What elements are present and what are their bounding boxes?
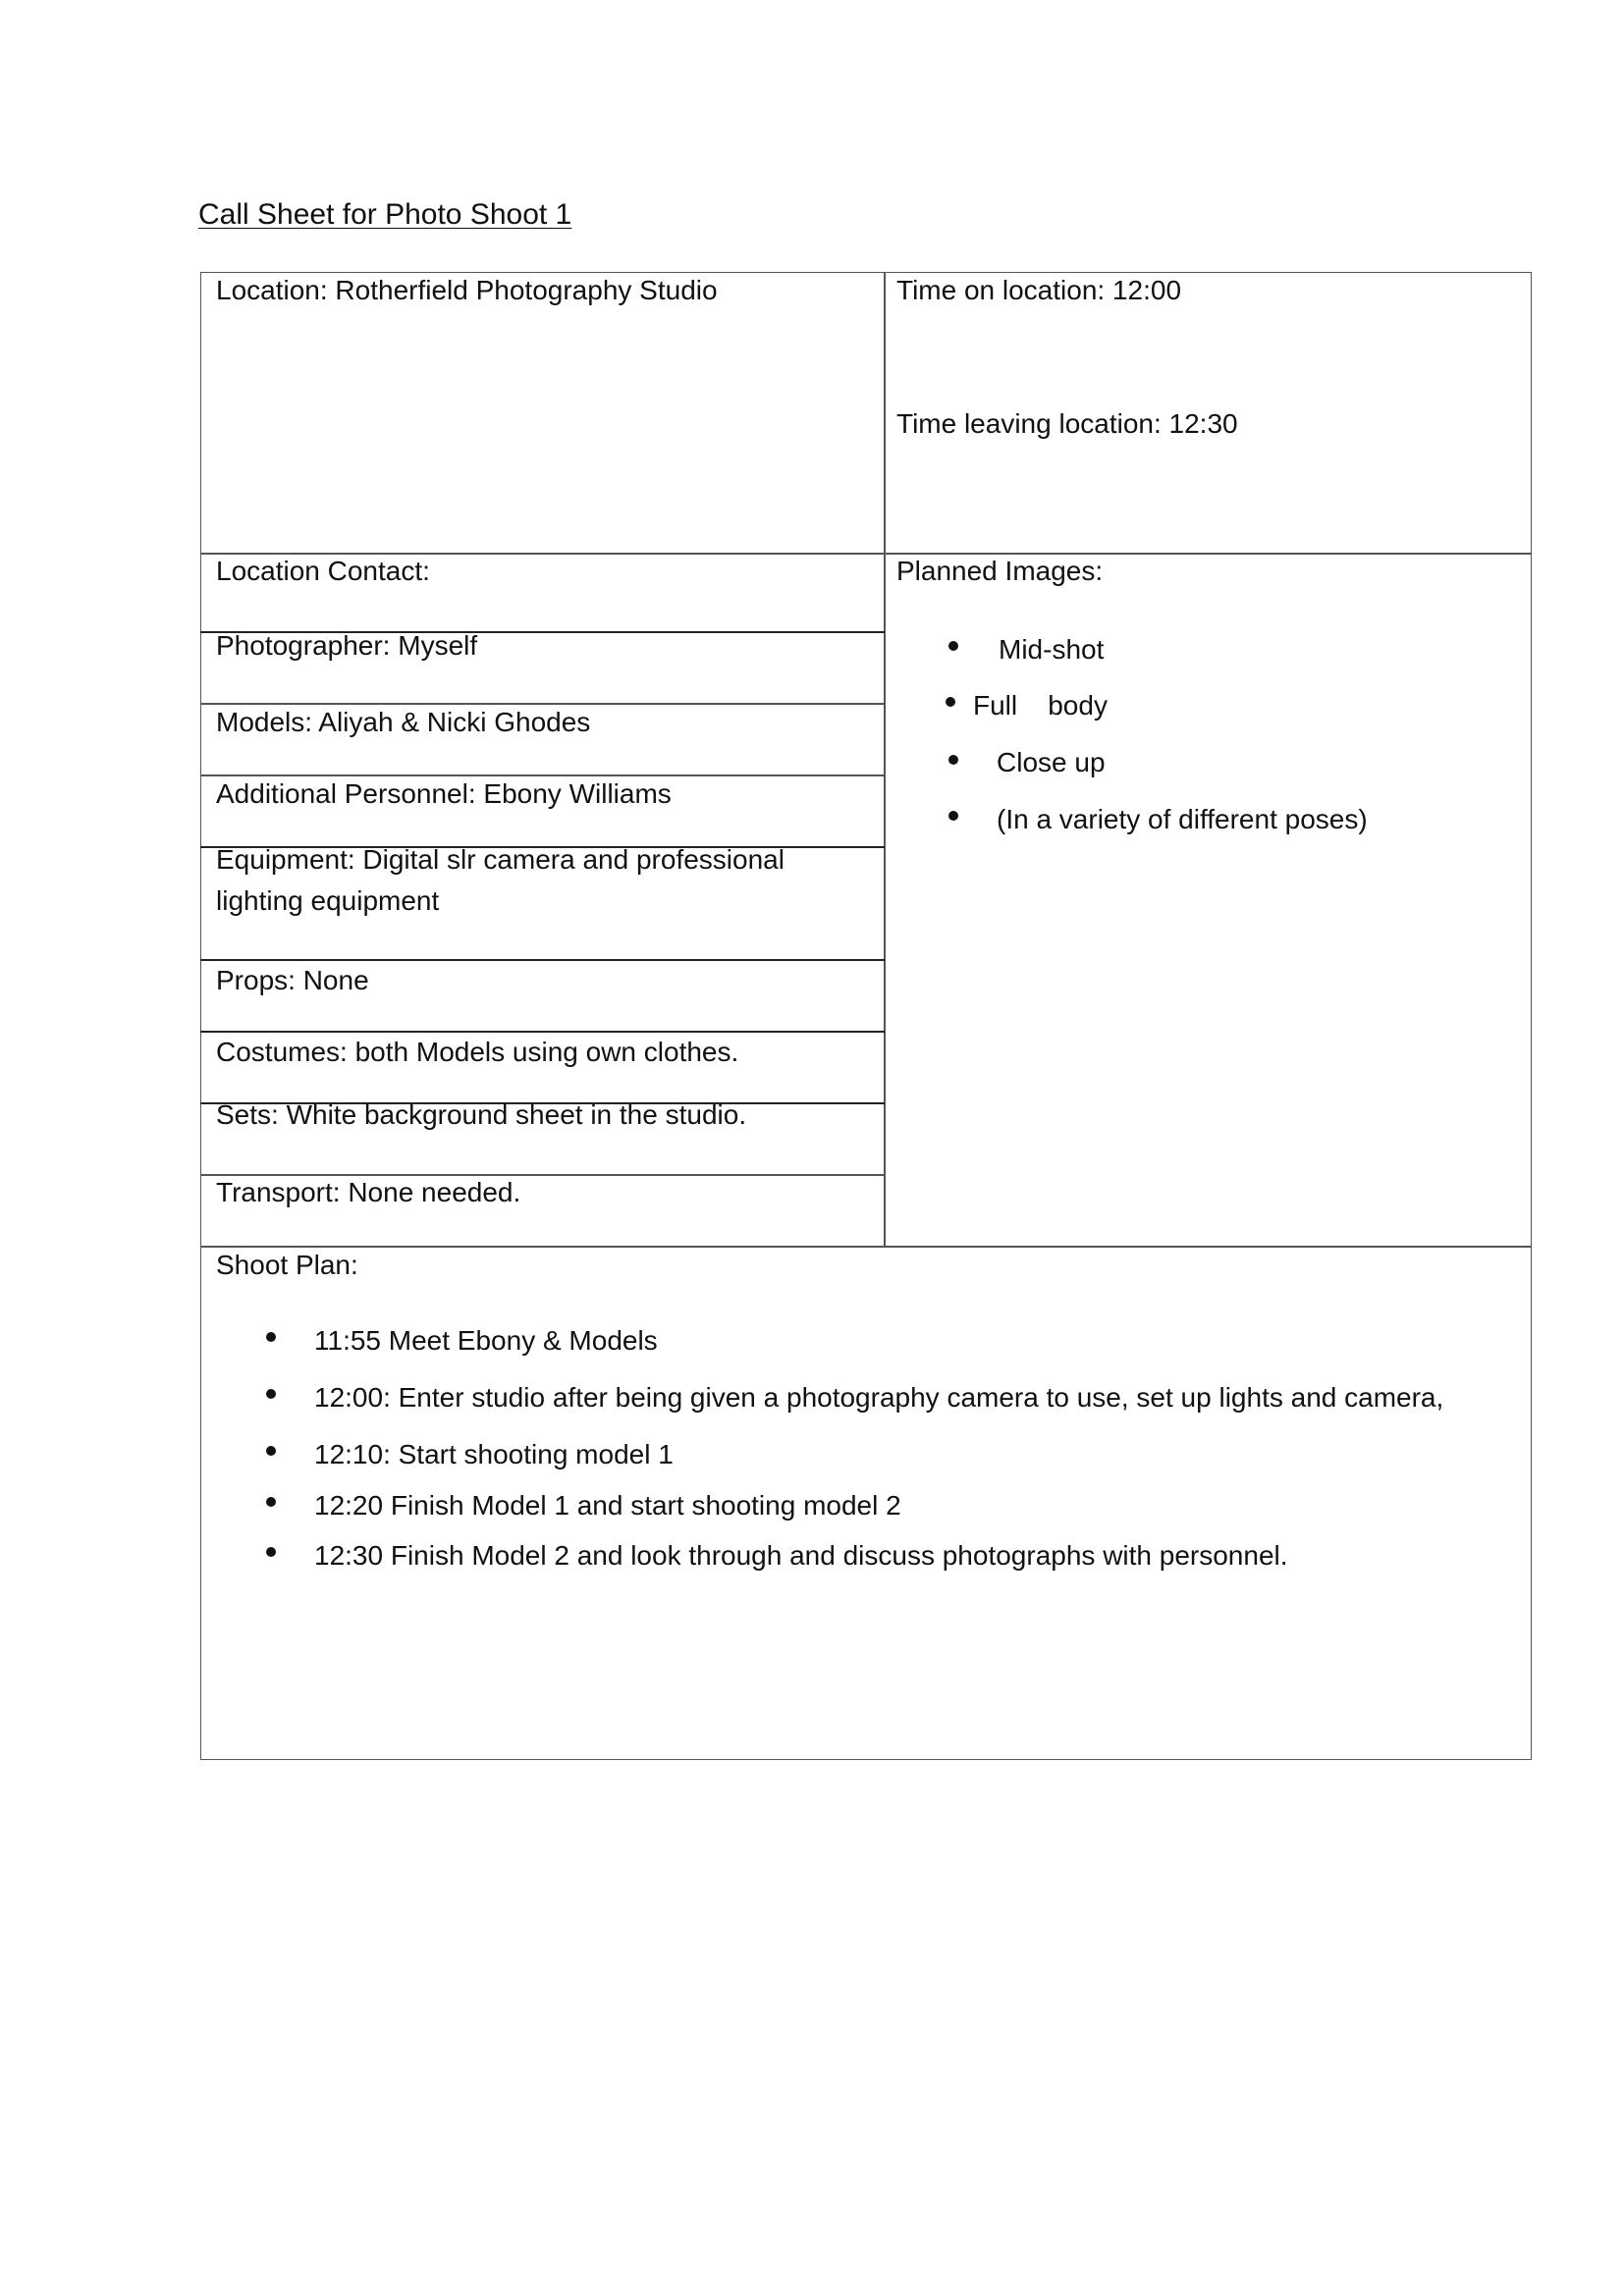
bullet-icon: [266, 1332, 276, 1342]
bullet-icon: [948, 755, 958, 765]
time-leaving-location-field: Time leaving location: 12:30: [896, 408, 1238, 439]
column-divider: [884, 272, 886, 1248]
bullet-icon: [948, 641, 958, 651]
shoot-plan-item: 12:10: Start shooting model 1: [314, 1439, 674, 1469]
costumes-field: Costumes: both Models using own clothes.: [216, 1037, 739, 1067]
planned-image-item: (In a variety of different poses): [997, 804, 1368, 834]
planned-image-item: Close up: [997, 747, 1106, 777]
bullet-icon: [266, 1497, 276, 1507]
bullet-icon: [266, 1446, 276, 1456]
planned-image-item: Full body: [973, 690, 1108, 721]
shoot-plan-item: 12:00: Enter studio after being given a photography camera to use, set up lights and camera,: [314, 1382, 1444, 1413]
bullet-icon: [266, 1389, 276, 1399]
bullet-icon: [946, 697, 955, 707]
shoot-plan-heading: Shoot Plan:: [216, 1250, 358, 1280]
location-field: Location: Rotherfield Photography Studio: [216, 275, 718, 305]
shoot-plan-item: 12:30 Finish Model 2 and look through and discuss photographs with personnel.: [314, 1540, 1288, 1571]
planned-image-item: Mid-shot: [999, 634, 1105, 665]
bullet-icon: [266, 1547, 276, 1557]
location-contact-field: Location Contact:: [216, 556, 430, 586]
photographer-field: Photographer: Myself: [216, 630, 478, 661]
row-divider-transport: [200, 1246, 1532, 1248]
models-field: Models: Aliyah & Nicki Ghodes: [216, 707, 591, 737]
additional-personnel-field: Additional Personnel: Ebony Williams: [216, 778, 672, 809]
time-on-location-field: Time on location: 12:00: [896, 275, 1182, 305]
planned-images-heading: Planned Images:: [896, 556, 1104, 586]
document-title: Call Sheet for Photo Shoot 1: [198, 198, 572, 231]
equipment-field: Equipment: Digital slr camera and professional lighting equipment: [216, 844, 785, 916]
shoot-plan-item: 11:55 Meet Ebony & Models: [314, 1325, 658, 1356]
transport-field: Transport: None needed.: [216, 1177, 521, 1207]
shoot-plan-item: 12:20 Finish Model 1 and start shooting model 2: [314, 1490, 901, 1521]
bullet-icon: [948, 811, 958, 821]
props-field: Props: None: [216, 965, 369, 995]
sets-field: Sets: White background sheet in the studio.: [216, 1099, 747, 1130]
